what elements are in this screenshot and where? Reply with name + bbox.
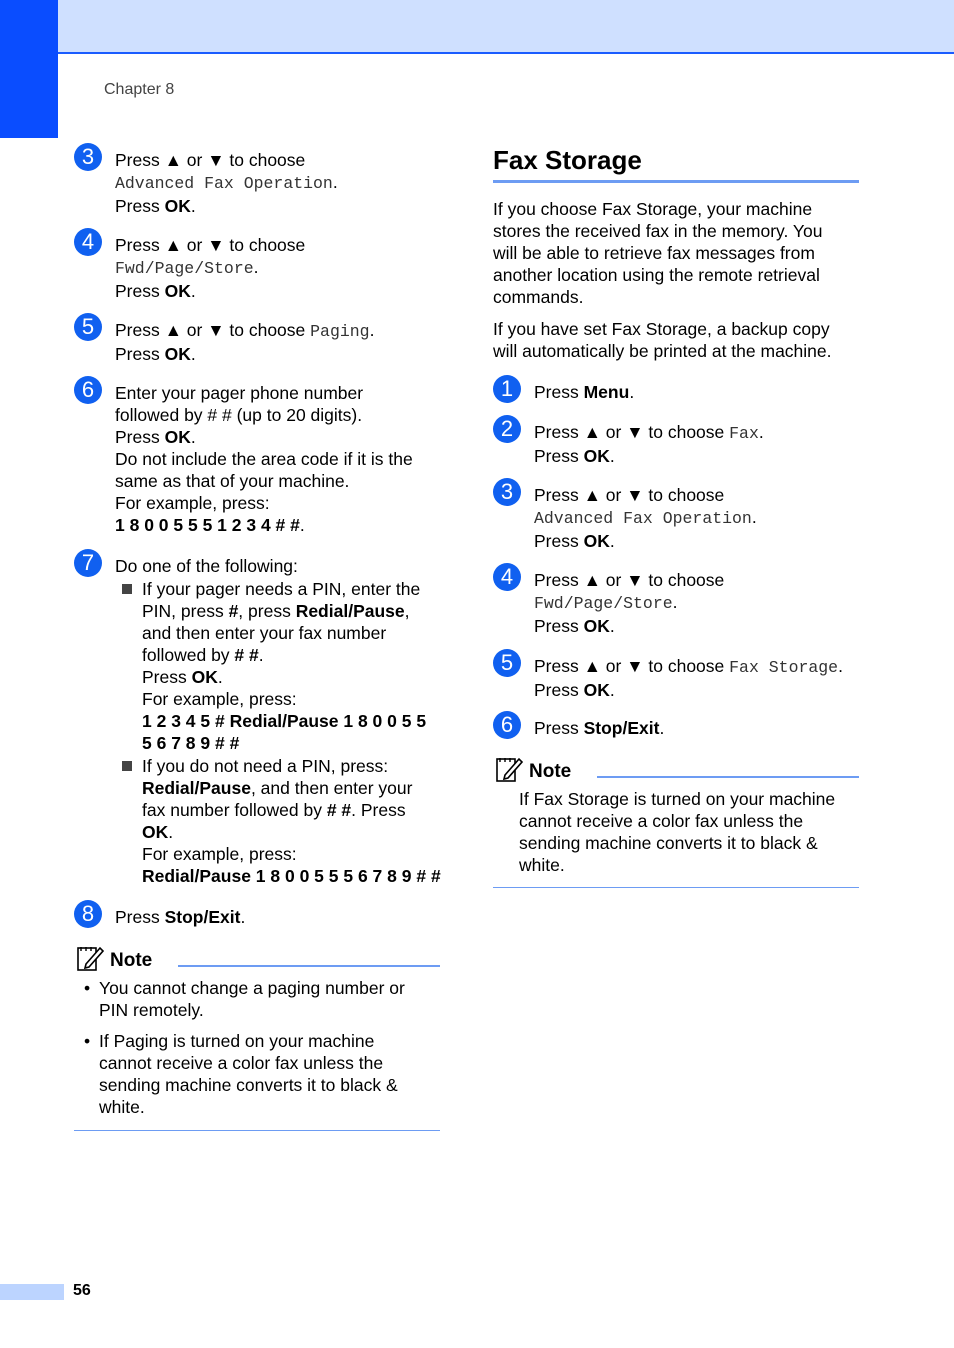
step-number: 6 [493,711,521,739]
step-number: 3 [74,143,102,171]
section-title: Fax Storage [493,145,642,175]
chapter-tab [0,0,58,138]
title-rule [493,180,859,183]
note-rule [178,965,440,967]
step-number: 3 [493,478,521,506]
step-number: 6 [74,376,102,404]
backup-paragraph: If you have set Fax Storage, a backup copy will automatically be printed at the machine. [493,319,832,361]
square-bullet-icon [122,761,132,771]
square-bullet-icon [122,584,132,594]
step-number: 5 [493,649,521,677]
step-number: 4 [74,228,102,256]
step-number: 8 [74,900,102,928]
notepad-pencil-icon [76,944,104,972]
step-number: 1 [493,375,521,403]
note-rule [597,776,859,778]
header-band [0,0,954,54]
step-number: 5 [74,313,102,341]
note-end-rule [74,1130,440,1131]
intro-paragraph: If you choose Fax Storage, your machine stores the received fax in the memory. You will be able to retrieve fax messages from another location using the remote retrieval commands. [493,199,823,307]
step-number: 2 [493,415,521,443]
note-text: If Fax Storage is turned on your machine cannot receive a color fax unless the sending machine converts it to black & white. [519,789,836,875]
page-number: 56 [73,1282,91,1299]
step-number: 4 [493,563,521,591]
step-number: 7 [74,549,102,577]
note-end-rule [493,887,859,888]
footer-band [0,1284,64,1300]
chapter-label: Chapter 8 [104,81,175,98]
notepad-pencil-icon [495,755,523,783]
